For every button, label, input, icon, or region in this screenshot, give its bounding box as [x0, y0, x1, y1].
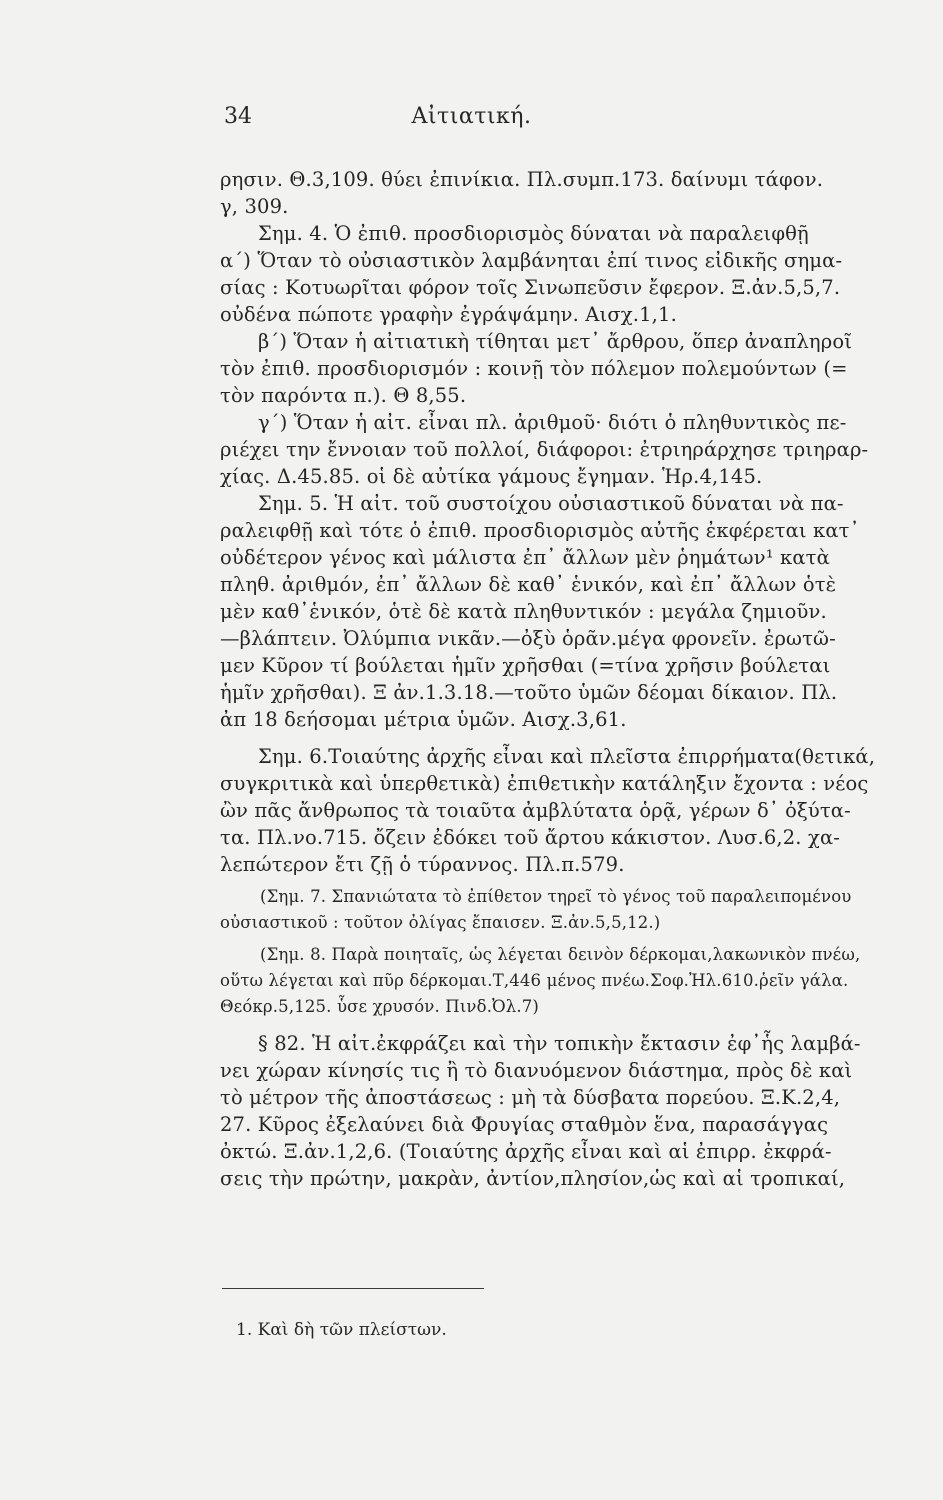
text-line: νει χώραν κίνησίς τις ἢ τὸ διανυόμενον διάστημα, πρὸς δὲ καὶ — [220, 1059, 853, 1082]
text-line: λεπώτερον ἔτι ζῇ ὁ τύραννος. Πλ.π.579. — [220, 853, 625, 876]
body-text — [220, 166, 932, 1192]
text-line: τὸν παρόντα π.). Θ 8,55. — [220, 384, 467, 407]
text-line: ἀπ 18 δεήσομαι μέτρια ὑμῶν. Αισχ.3,61. — [220, 708, 627, 731]
paragraph-gap — [220, 733, 932, 743]
page-number: 34 — [224, 104, 252, 129]
text-line: μὲν καθ᾽ἑνικόν, ὁτὲ δὲ κατὰ πληθυντικόν : μεγάλα ζημιοῦν. — [220, 600, 827, 623]
text-line: β΄) Ὅταν ἡ αἰτιατικὴ τίθηται μετ᾽ ἄρθρου, ὅπερ ἀναπληροῖ — [258, 330, 853, 353]
text-line: ὀκτώ. Ξ.ἀν.1,2,6. (Τοιαύτης ἀρχῆς εἶναι καὶ αἱ ἐπιρρ. ἐκφρά- — [220, 1140, 832, 1163]
footnote: 1. Καὶ δὴ τῶν πλείστων. — [236, 1320, 447, 1340]
text-line: ἡμῖν χρῆσθαι). Ξ ἀν.1.3.18.—τοῦτο ὑμῶν δέομαι δίκαιον. Πλ. — [220, 681, 838, 704]
text-line: σίας : Κοτυωρῖται φόρον τοῖς Σινωπεῦσιν ἔφερον. Ξ.ἀν.5,5,7. — [220, 276, 841, 299]
text-line: πληθ. ἀριθμόν, ἐπ᾽ ἄλλων δὲ καθ᾽ ἑνικόν, καὶ ἐπ᾽ ἄλλων ὁτὲ — [220, 573, 837, 596]
text-line: οὐδέτερον γένος καὶ μάλιστα ἐπ᾽ ἄλλων μὲν ῥημάτων¹ κατὰ — [220, 546, 830, 569]
text-line: Σημ. 6.Τοιαύτης ἀρχῆς εἶναι καὶ πλεῖστα ἐπιρρήματα(θετικά, — [258, 745, 876, 768]
text-line: 27. Κῦρος ἐξελαύνει διὰ Φρυγίας σταθμὸν ἕνα, παρασάγγας — [220, 1113, 829, 1136]
text-line: Θεόκρ.5,125. ὗσε χρυσόν. Πινδ.Ὀλ.7) — [220, 997, 540, 1016]
text-line: (Σημ. 8. Παρὰ ποιηταῖς, ὡς λέγεται δεινὸν δέρκομαι,λακωνικὸν πνέω, — [260, 945, 861, 964]
paragraph-gap — [220, 1020, 932, 1030]
page-header — [0, 104, 943, 138]
text-line: Σημ. 4. Ὁ ἐπιθ. προσδιορισμὸς δύναται νὰ παραλειφθῇ — [258, 222, 809, 245]
text-line: —βλάπτειν. Ὀλύμπια νικᾶν.—ὀξὺ ὁρᾶν.μέγα φρονεῖν. ἐρωτῶ- — [220, 627, 836, 650]
text-line: ραλειφθῇ καὶ τότε ὁ ἐπιθ. προσδιορισμὸς αὐτῆς ἐκφέρεται κατ᾽ — [220, 519, 860, 542]
text-line: § 82. Ἡ αἰτ.ἐκφράζει καὶ τὴν τοπικὴν ἔκτασιν ἐφ᾽ἧς λαμβά- — [258, 1032, 861, 1055]
text-line: ρησιν. Θ.3,109. θύει ἐπινίκια. Πλ.συμπ.173. δαίνυμι τάφον. — [220, 168, 824, 191]
text-line: Σημ. 5. Ἡ αἰτ. τοῦ συστοίχου οὐσιαστικοῦ δύναται νὰ πα- — [258, 492, 844, 515]
text-line: ὢν πᾶς ἄνθρωπος τὰ τοιαῦτα ἀμβλύτατα ὁρᾷ, γέρων δ᾽ ὀξύτα- — [220, 799, 851, 822]
footnote-rule — [222, 1288, 484, 1289]
text-line: γ, 309. — [220, 195, 289, 218]
text-line: οὐσιαστικοῦ : τοῦτον ὀλίγας ἔπαισεν. Ξ.ἀν.5,5,12.) — [220, 913, 661, 932]
text-line: τὸν ἐπιθ. προσδιορισμόν : κοινῇ τὸν πόλεμον πολεμούντων (= — [220, 357, 848, 380]
text-line: σεις τὴν πρώτην, μακρὰν, ἀντίον,πλησίον,ὡς καὶ αἱ τροπικαί, — [220, 1167, 846, 1190]
text-line: (Σημ. 7. Σπανιώτατα τὸ ἐπίθετον τηρεῖ τὸ γένος τοῦ παραλειπομένου — [260, 887, 852, 906]
text-line: τὸ μέτρον τῆς ἀποστάσεως : μὴ τὰ δύσβατα πορεύου. Ξ.Κ.2,4, — [220, 1086, 841, 1109]
text-line: μεν Κῦρον τί βούλεται ἡμῖν χρῆσθαι (=τίνα χρῆσιν βούλεται — [220, 654, 831, 677]
running-head: Αἰτιατική. — [411, 104, 532, 129]
text-line: οὐδένα πώποτε γραφὴν ἐγράψάμην. Αισχ.1,1. — [220, 303, 677, 326]
text-line: οὕτω λέγεται καὶ πῦρ δέρκομαι.Τ,446 μένος πνέω.Σοφ.Ἠλ.610.ῥεῖν γάλα. — [220, 971, 849, 990]
text-line: συγκριτικὰ καὶ ὑπερθετικὰ) ἐπιθετικὴν κατάληξιν ἔχοντα : νέος — [220, 772, 869, 795]
text-line: γ΄) Ὅταν ἡ αἰτ. εἶναι πλ. ἀριθμοῦ· διότι ὁ πληθυντικὸς πε- — [258, 411, 847, 434]
text-line: ριέχει την ἔννοιαν τοῦ πολλοί, διάφοροι: ἐτριηράρχησε τριηραρ- — [220, 438, 869, 461]
text-line: τα. Πλ.νο.715. ὄζειν ἐδόκει τοῦ ἄρτου κάκιστον. Λυσ.6,2. χα- — [220, 826, 841, 849]
text-line: α΄) Ὅταν τὸ οὐσιαστικὸν λαμβάνηται ἐπί τινος εἰδικῆς σημα- — [220, 249, 843, 272]
text-line: χίας. Δ.45.85. οἱ δὲ αὐτίκα γάμους ἔγημαν. Ἡρ.4,145. — [220, 465, 763, 488]
